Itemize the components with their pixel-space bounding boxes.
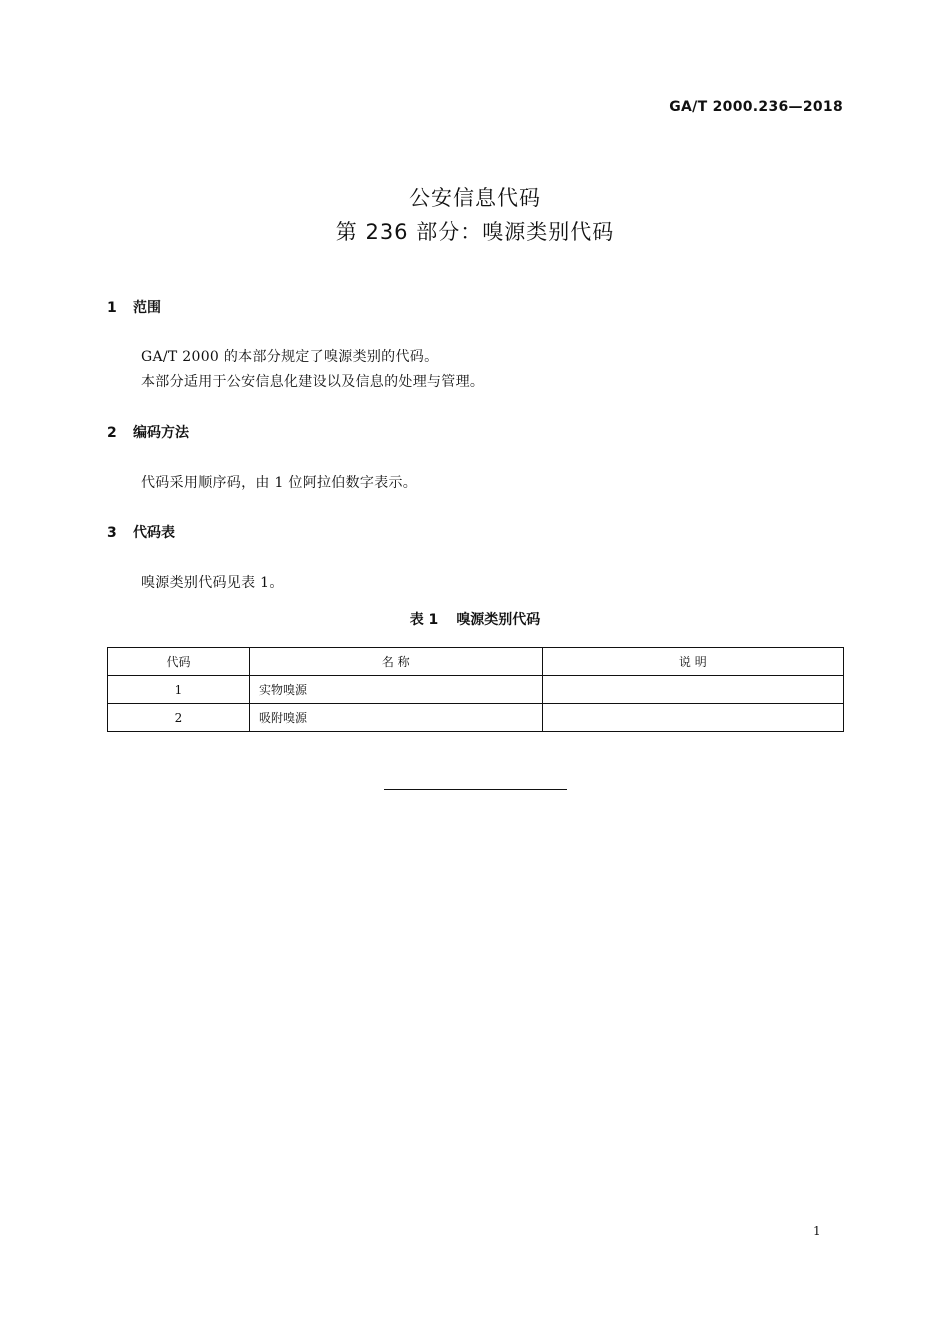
cell-name: 吸附嗅源 [249,704,542,732]
paragraph: 嗅源类别代码见表 1。 [141,575,284,591]
column-header-name: 名 称 [249,648,542,676]
table-caption [0,609,950,629]
cell-code: 1 [108,676,250,704]
table-row [108,676,844,704]
paragraph: 代码采用顺序码，由 1 位阿拉伯数字表示。 [141,475,418,491]
section-heading-code-table [107,522,175,542]
section-heading-scope [107,297,161,317]
table-caption-title: 嗅源类别代码 [456,612,541,628]
code-table [107,647,844,732]
paragraph: GA/T 2000 的本部分规定了嗅源类别的代码。 [141,349,439,365]
table-row [108,704,844,732]
section-title: 范围 [133,300,161,316]
section-number: 2 [107,425,117,441]
standard-code: GA/T 2000.236—2018 [669,99,843,115]
section-heading-encoding [107,422,189,442]
cell-description [542,704,843,732]
section-title: 代码表 [133,525,175,541]
paragraph: 本部分适用于公安信息化建设以及信息的处理与管理。 [141,374,485,390]
section-number: 3 [107,525,117,541]
column-header-code: 代码 [108,648,250,676]
end-divider [384,789,567,790]
page-number: 1 [813,1224,821,1238]
section-number: 1 [107,300,117,316]
table-caption-label: 表 1 [409,612,439,628]
cell-description [542,676,843,704]
cell-code: 2 [108,704,250,732]
document-subtitle: 第 236 部分：嗅源类别代码 [335,220,615,244]
table-header-row [108,648,844,676]
column-header-description: 说 明 [542,648,843,676]
section-title: 编码方法 [133,425,189,441]
document-title: 公安信息代码 [409,186,541,210]
cell-name: 实物嗅源 [249,676,542,704]
